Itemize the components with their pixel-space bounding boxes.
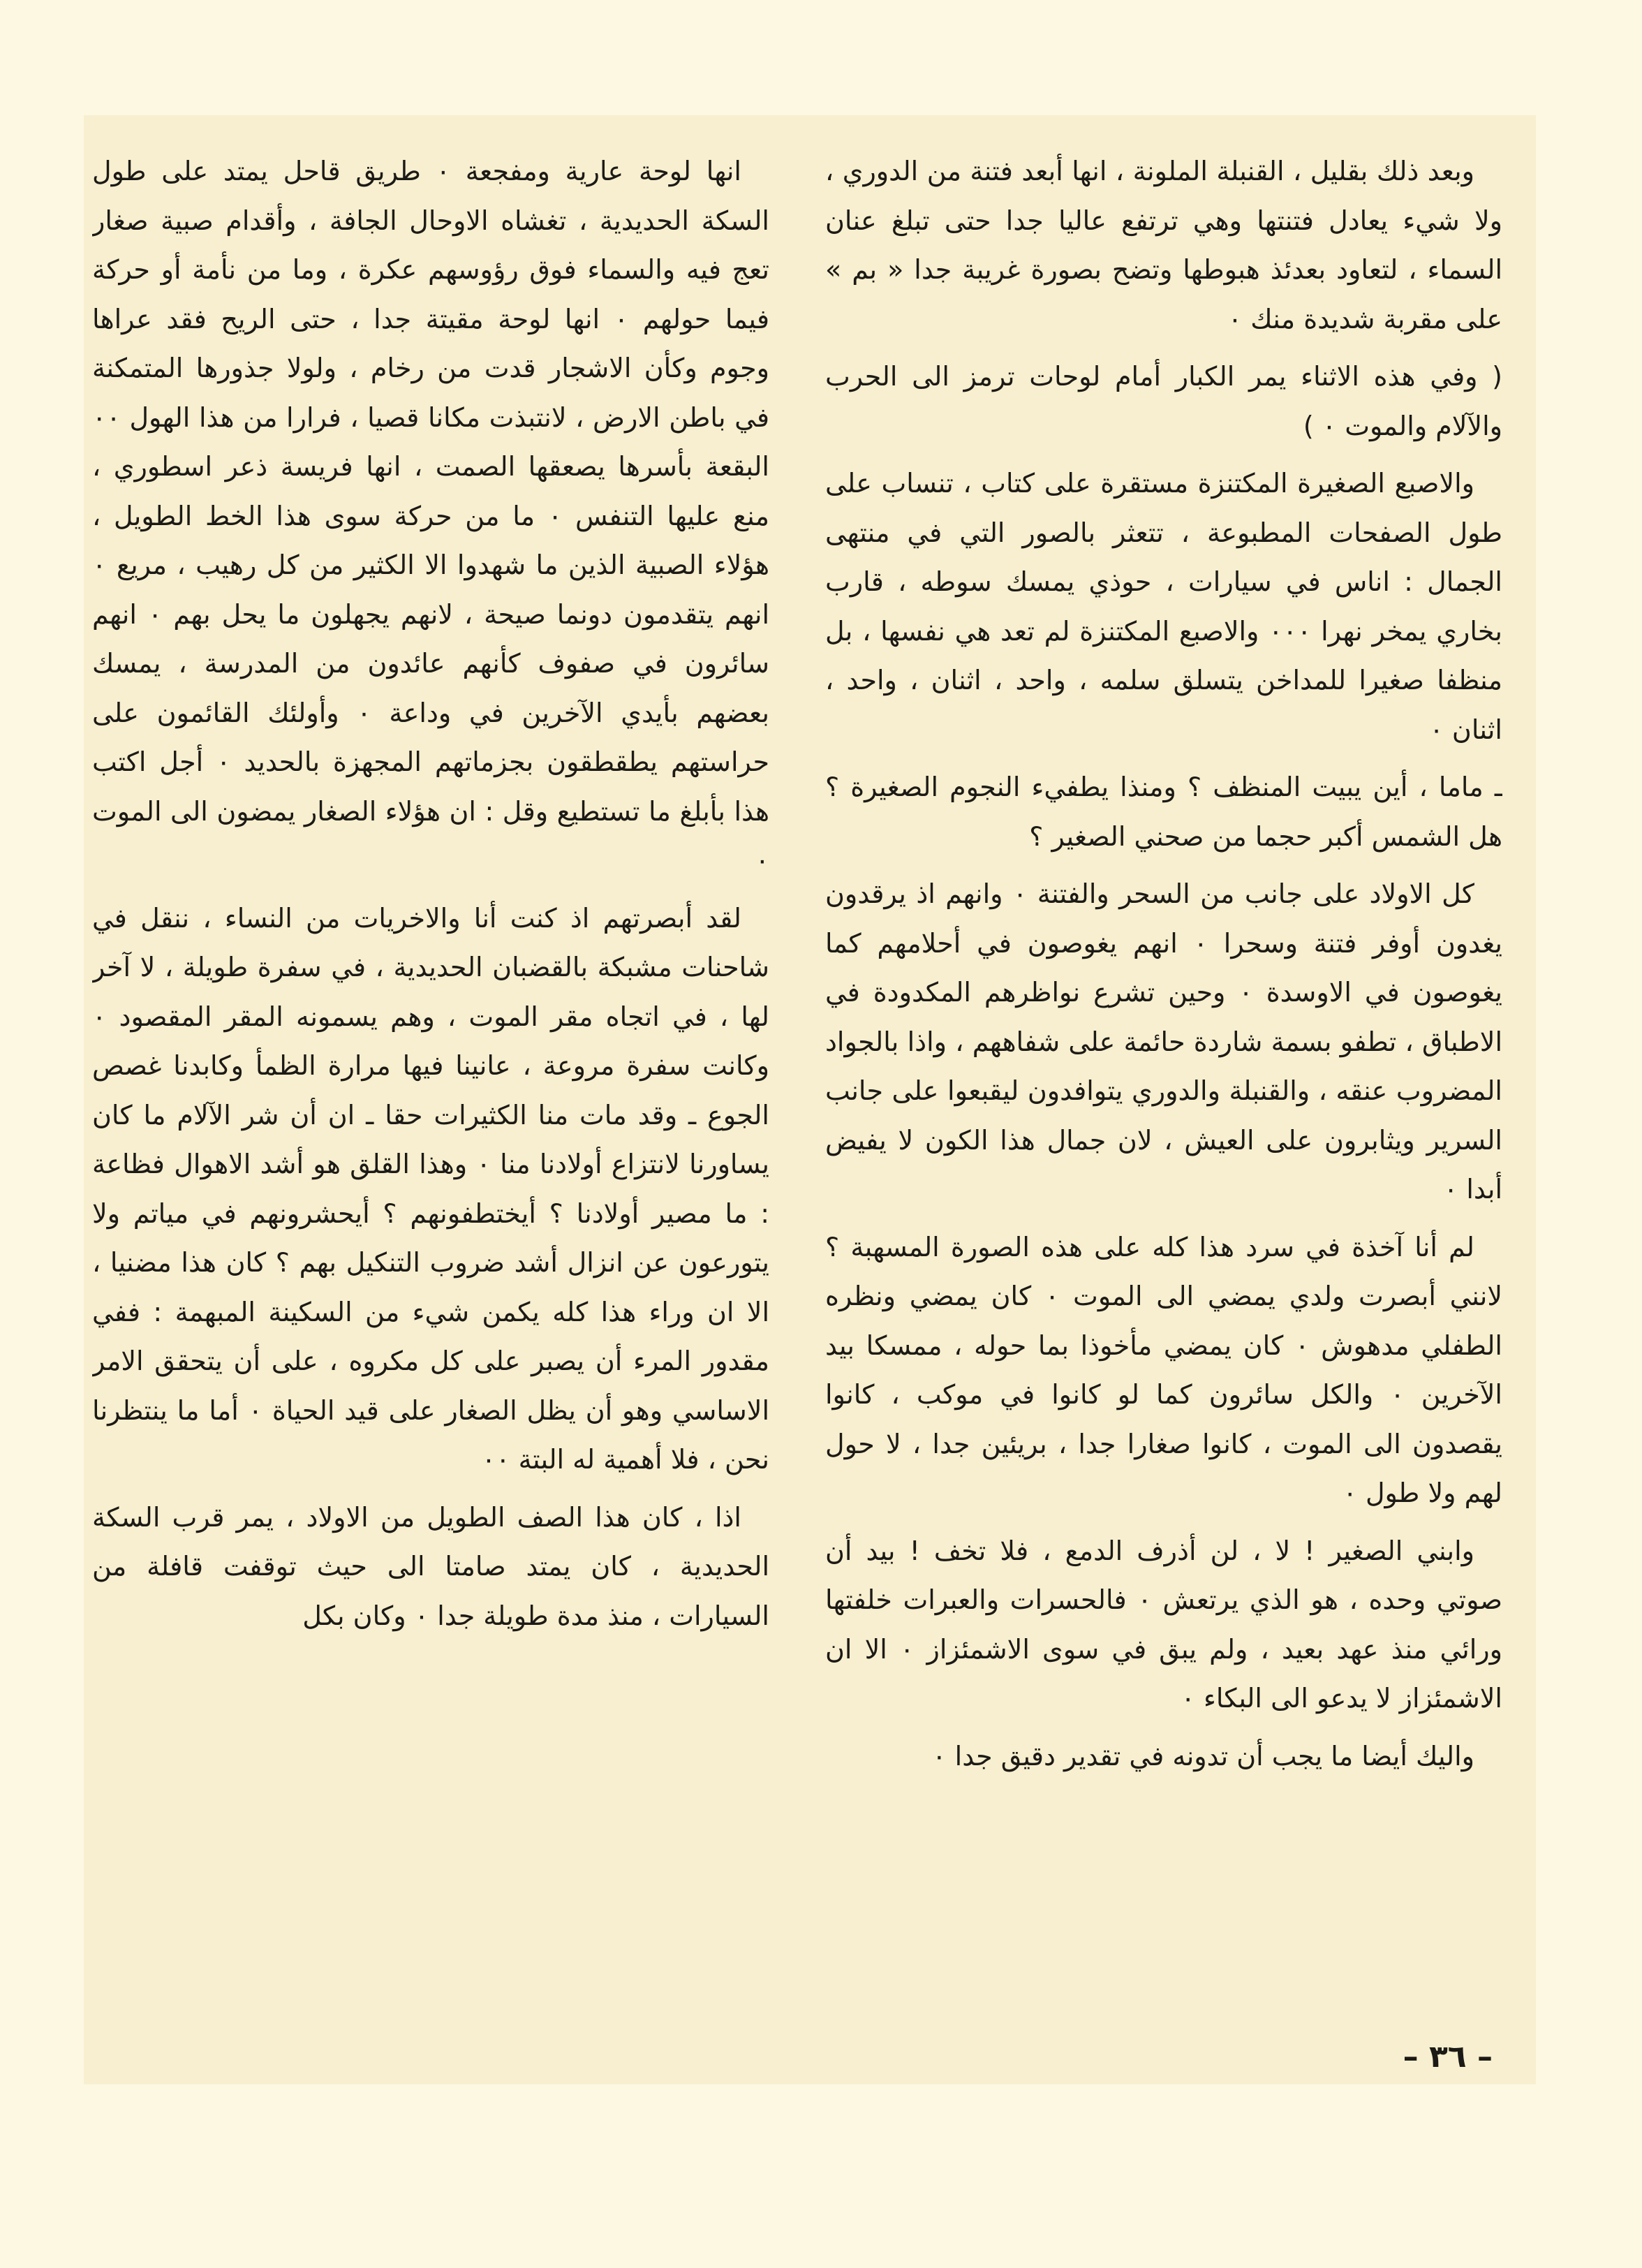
paragraph: كل الاولاد على جانب من السحر والفتنة ٠ وانهم اذ يرقدون يغدون أوفر فتنة وسحرا ٠ انهم يغوصون في أحلامهم كما يغوصون في الاوسدة ٠ وحين تشرع نواظرهم المكدودة في الاطباق ، تطفو بسمة شاردة حائمة على شفاههم ، واذا بالجواد المضروب عنقه ، والقنبلة والدوري يتوافدون ليقبعوا على جانب السرير ويثابرون على العيش ، لان جمال هذا الكون لا يفيض أبدا ٠ (825, 878, 1502, 1205)
paragraph: اذا ، كان هذا الصف الطويل من الاولاد ، يمر قرب السكة الحديدية ، كان يمتد صامتا الى حيث توقفت قافلة من السيارات ، منذ مدة طويلة جدا ٠ وكان بكل (92, 1501, 769, 1631)
paragraph: واليك أيضا ما يجب أن تدونه في تقدير دقيق جدا ٠ (932, 1740, 1474, 1772)
paragraph: ( وفي هذه الاثناء يمر الكبار أمام لوحات ترمز الى الحرب والآلام والموت ٠ ) (825, 361, 1502, 441)
paragraph: لقد أبصرتهم اذ كنت أنا والاخريات من النساء ، ننقل في شاحنات مشبكة بالقضبان الحديدية ، في سفرة طويلة ، لا آخر لها ، في اتجاه مقر الموت ، وهم يسمونه المقر المقصود ٠ وكانت سفرة مروعة ، عانينا فيها مرارة الظمأ وكابدنا غصص الجوع ـ وقد مات منا الكثيرات حقا ـ ان أن شر الآلام ما كان يساورنا لانتزاع أولادنا منا ٠ وهذا القلق هو أشد الاهوال فظاعة : ما مصير أولادنا ؟ أيختطفونهم ؟ أيحشرونهم في مياتم ولا يتورعون عن انزال أشد ضروب التنكيل بهم ؟ كان هذا مضنيا ، الا ان وراء هذا كله يكمن شيء من السكينة المبهمة : ففي مقدور المرء أن يصبر على كل مكروه ، على أن يتحقق الامر الاساسي وهو أن يظل الصغار على قيد الحياة ٠ أما ما ينتظرنا نحن ، فلا أهمية له البتة ٠٠ (92, 902, 769, 1475)
paragraph: وبعد ذلك بقليل ، القنبلة الملونة ، انها أبعد فتنة من الدوري ، ولا شيء يعادل فتنتها وهي ترتفع عاليا جدا حتى تبلغ عنان السماء ، لتعاود بعدئذ هبوطها وتضح بصورة غريبة جدا « بم » على مقربة شديدة منك ٠ (825, 156, 1502, 334)
paragraph: ـ ماما ، أين يبيت المنظف ؟ ومنذا يطفيء النجوم الصغيرة ؟ هل الشمس أكبر حجما من صحني الصغير ؟ (825, 772, 1502, 852)
page-number: – ٣٦ – (1403, 2039, 1493, 2075)
book-page (84, 115, 1536, 2084)
paragraph: انها لوحة عارية ومفجعة ٠ طريق قاحل يمتد على طول السكة الحديدية ، تغشاه الاوحال الجافة ، وأقدام صبية صغار تعج فيه والسماء فوق رؤوسهم عكرة ، وما من نأمة أو حركة فيما حولهم ٠ انها لوحة مقيتة جدا ، حتى الريح فقد عراها وجوم وكأن الاشجار قدت من رخام ، ولولا جذورها المتمكنة في باطن الارض ، لانتبذت مكانا قصيا ، فرارا من هذا الهول ٠٠ البقعة بأسرها يصعقها الصمت ، انها فريسة ذعر اسطوري ، منع عليها التنفس ٠ ما من حركة سوى هذا الخط الطويل ، هؤلاء الصبية الذين ما شهدوا الا الكثير من كل رهيب ، مريع ٠ انهم يتقدمون دونما صيحة ، لانهم يجهلون ما يحل بهم ٠ انهم سائرون في صفوف كأنهم عائدون من المدرسة ، يمسك بعضهم بأيدي الآخرين في وداعة ٠ وأولئك القائمون على حراستهم يطقطقون بجزماتهم المجهزة بالحديد ٠ أجل اكتب هذا بأبلغ ما تستطيع وقل : ان هؤلاء الصغار يمضون الى الموت ٠ (92, 156, 769, 876)
paragraph: وابني الصغير ! لا ، لن أذرف الدمع ، فلا تخف ! بيد أن صوتي وحده ، هو الذي يرتعش ٠ فالحسرات والعبرات خلفتها ورائي منذ عهد بعيد ، ولم يبق في سوى الاشمئزاز ٠ الا ان الاشمئزاز لا يدعو الى البكاء ٠ (825, 1535, 1502, 1714)
right-column (825, 147, 1502, 2060)
paragraph: لم أنا آخذة في سرد هذا كله على هذه الصورة المسهبة ؟ لانني أبصرت ولدي يمضي الى الموت ٠ كان يمضي ونظره الطفلي مدهوش ٠ كان يمضي مأخوذا بما حوله ، ممسكا بيد الآخرين ٠ والكل سائرون كما لو كانوا في موكب ، كانوا يقصدون الى الموت ، كانوا صغارا جدا ، بريئين جدا ، لا حول لهم ولا طول ٠ (825, 1231, 1502, 1508)
left-column (92, 147, 769, 2060)
paragraph: والاصبع الصغيرة المكتنزة مستقرة على كتاب ، تنساب على طول الصفحات المطبوعة ، تتعثر بالصور التي في منتهى الجمال : اناس في سيارات ، حوذي يمسك سوطه ، قارب بخاري يمخر نهرا ٠٠٠ والاصبع المكتنزة لم تعد هي نفسها ، بل منظفا صغيرا للمداخن يتسلق سلمه ، واحد ، اثنان ، واحد ، اثنان ٠ (825, 468, 1502, 745)
